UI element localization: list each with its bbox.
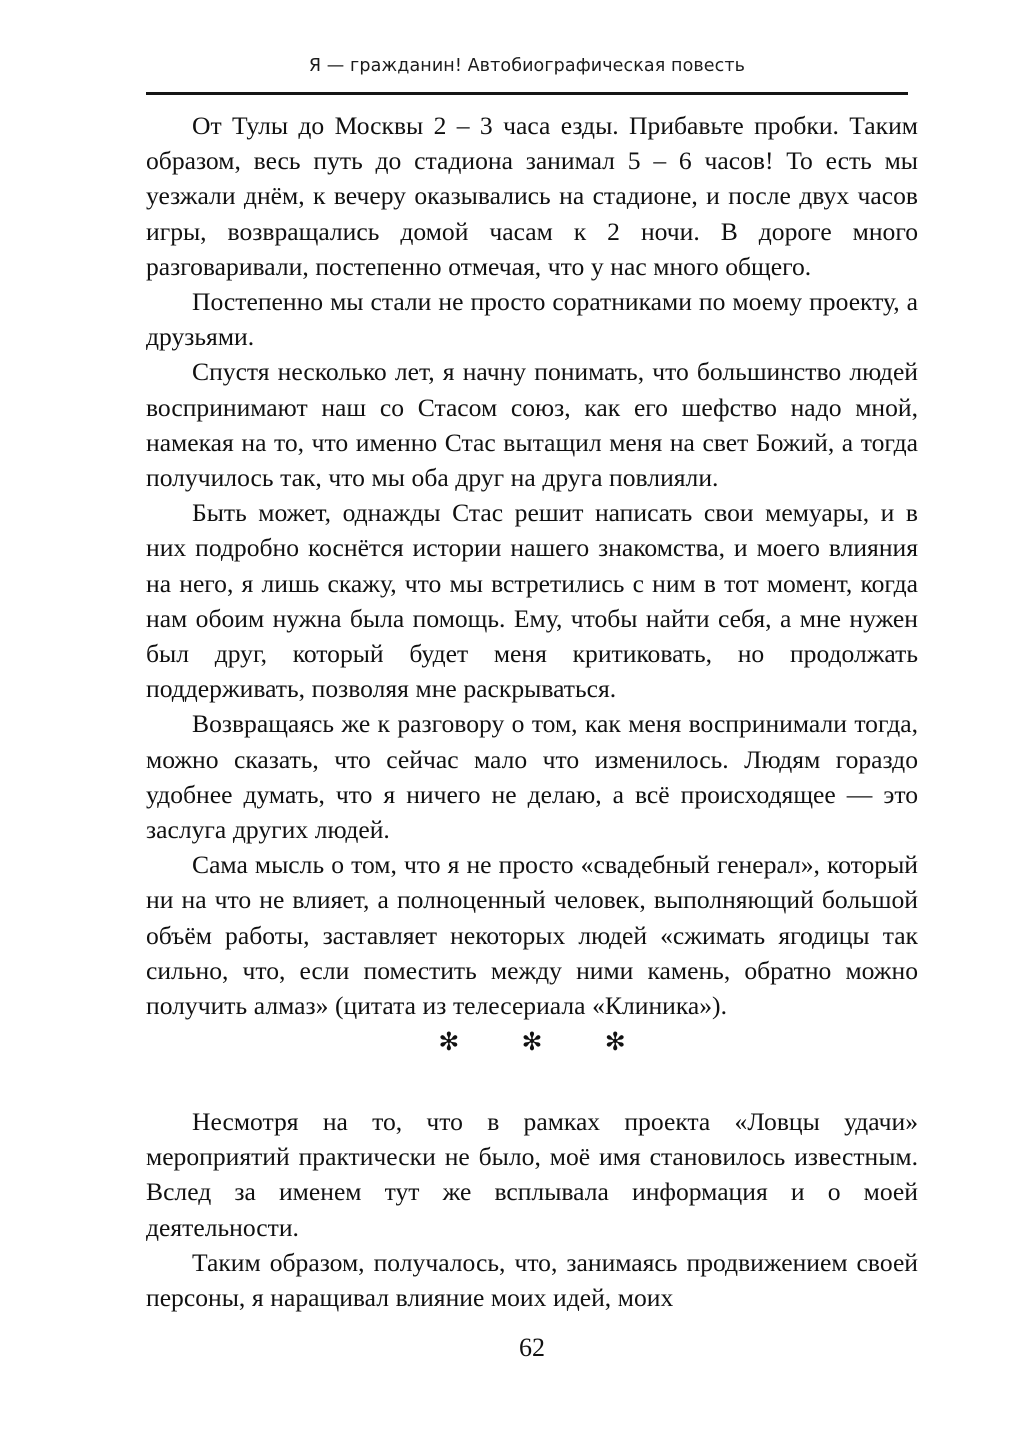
paragraph: Быть может, однажды Стас решит написать свои мемуары, и в них подробно коснётся истории нашего знакомства, и моего влияния на него, я лишь скажу, что мы встретились с ним в тот момент, когда нам обоим нужна была помощь. Ему, чтобы найти себя, а мне нужен был друг, который будет меня критиковать, но продолжать поддерживать, позволяя мне раскрываться. [146, 498, 918, 704]
header-rule-divider [146, 92, 908, 95]
body-text-block-lower [146, 1104, 918, 1315]
body-text-block-upper [146, 108, 918, 1023]
paragraph: Возвращаясь же к разговору о том, как меня воспринимали тогда, можно сказать, что сейчас мало что изменилось. Людям гораздо удобнее думать, что я ничего не делаю, а всё происходящее — это заслуга других людей. [146, 709, 918, 845]
running-header-title: Я — гражданин! Автобиографическая повесть [308, 56, 746, 76]
asterisk-section-divider: ✻ ✻ ✻ [438, 1029, 654, 1056]
paragraph: Несмотря на то, что в рамках проекта «Ловцы удачи» мероприятий практически не было, моё имя становилось известным. Вслед за именем тут же всплывала информация и о моей деятельности. [146, 1107, 918, 1242]
paragraph: Сама мысль о том, что я не просто «свадебный генерал», который ни на что не влияет, а полноценный человек, выполняющий большой объём работы, заставляет некоторых людей «сжимать ягодицы так сильно, что, если поместить между ними камень, обратно можно получить алмаз» (цитата из телесериала «Клиника»). [146, 850, 918, 1021]
page-number: 62 [519, 1333, 545, 1362]
paragraph: Спустя несколько лет, я начну понимать, что большинство людей воспринимают наш со Стасом союз, как его шефство надо мной, намекая на то, что именно Стас вытащил меня на свет Божий, а тогда получилось так, что мы оба друг на друга повлияли. [146, 357, 918, 493]
paragraph: Таким образом, получалось, что, занимаясь продвижением своей персоны, я наращивал влияние моих идей, моих [146, 1247, 918, 1313]
paragraph: Постепенно мы стали не просто соратниками по моему проекту, а друзьями. [146, 287, 918, 352]
paragraph: От Тулы до Москвы 2 – 3 часа езды. Прибавьте пробки. Таким образом, весь путь до стадиона занимал 5 – 6 часов! То есть мы уезжали днём, к вечеру оказывались на стадионе, и после двух часов игры, возвращались домой часам к 2 ночи. В дороге много разговаривали, постепенно отмечая, что у нас много общего. [146, 111, 918, 281]
